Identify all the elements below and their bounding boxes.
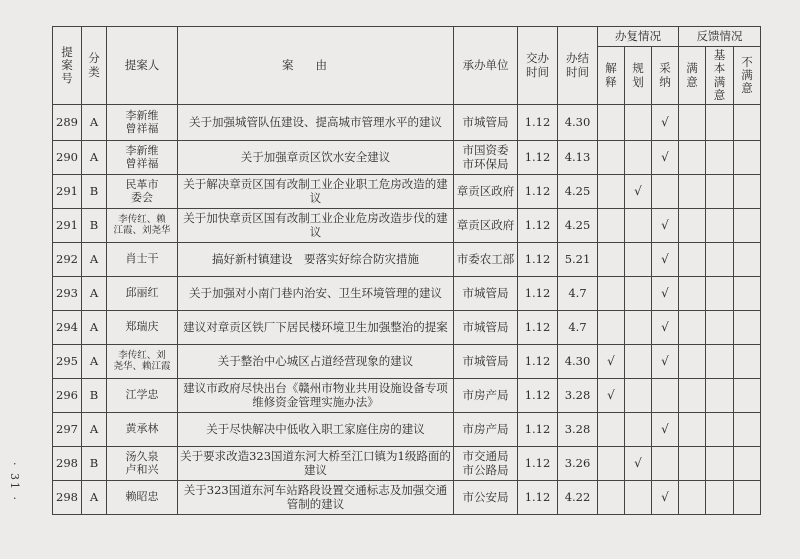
cell-close-date: 3.26 <box>558 447 598 481</box>
cell-explain <box>598 243 625 277</box>
header-explain: 解释 <box>598 47 625 105</box>
cell-reason: 关于加强对小南门巷内治安、卫生环境管理的建议 <box>178 277 454 311</box>
cell-basic-satisfied <box>706 141 734 175</box>
cell-id: 298 <box>53 447 82 481</box>
cell-category: A <box>82 345 107 379</box>
cell-unit: 市房产局 <box>454 413 518 447</box>
cell-close-date: 4.25 <box>558 209 598 243</box>
cell-assign-date: 1.12 <box>518 277 558 311</box>
cell-basic-satisfied <box>706 379 734 413</box>
cell-proposer: 李新维 曾祥福 <box>107 141 178 175</box>
cell-explain <box>598 105 625 141</box>
cell-assign-date: 1.12 <box>518 243 558 277</box>
cell-category: A <box>82 105 107 141</box>
cell-assign-date: 1.12 <box>518 209 558 243</box>
cell-reason: 建议市政府尽快出台《赣州市物业共用设施设备专项维修资金管理实施办法》 <box>178 379 454 413</box>
table-row <box>53 277 761 311</box>
cell-basic-satisfied <box>706 277 734 311</box>
header-satisfied: 满意 <box>679 47 706 105</box>
cell-unsatisfied <box>734 141 761 175</box>
cell-adopt: √ <box>652 413 679 447</box>
cell-assign-date: 1.12 <box>518 141 558 175</box>
cell-unit: 市交通局 市公路局 <box>454 447 518 481</box>
cell-adopt <box>652 175 679 209</box>
cell-basic-satisfied <box>706 413 734 447</box>
cell-unsatisfied <box>734 277 761 311</box>
cell-assign-date: 1.12 <box>518 481 558 515</box>
cell-basic-satisfied <box>706 345 734 379</box>
cell-id: 290 <box>53 141 82 175</box>
cell-proposer: 李新维 曾祥福 <box>107 105 178 141</box>
cell-satisfied <box>679 277 706 311</box>
table-body <box>53 105 761 515</box>
cell-reason: 关于加快章贡区国有改制工业企业危房改造步伐的建议 <box>178 209 454 243</box>
cell-proposer: 郑瑞庆 <box>107 311 178 345</box>
cell-id: 297 <box>53 413 82 447</box>
cell-reason: 建议对章贡区铁厂下居民楼环境卫生加强整治的提案 <box>178 311 454 345</box>
cell-close-date: 4.7 <box>558 311 598 345</box>
cell-adopt: √ <box>652 345 679 379</box>
header-feedback-group: 反馈情况 <box>679 27 761 47</box>
cell-assign-date: 1.12 <box>518 345 558 379</box>
cell-plan <box>625 311 652 345</box>
table-row <box>53 345 761 379</box>
header-adopt: 采纳 <box>652 47 679 105</box>
cell-satisfied <box>679 481 706 515</box>
cell-explain <box>598 141 625 175</box>
header-reason: 案由 <box>178 27 454 105</box>
table-row <box>53 311 761 345</box>
cell-proposer: 李传红、赖 江霞、刘尧华 <box>107 209 178 243</box>
cell-id: 292 <box>53 243 82 277</box>
cell-unsatisfied <box>734 481 761 515</box>
cell-proposer: 肖士干 <box>107 243 178 277</box>
cell-unit: 市城管局 <box>454 345 518 379</box>
cell-id: 296 <box>53 379 82 413</box>
table-row <box>53 243 761 277</box>
cell-unsatisfied <box>734 243 761 277</box>
cell-explain <box>598 209 625 243</box>
cell-close-date: 5.21 <box>558 243 598 277</box>
cell-close-date: 4.22 <box>558 481 598 515</box>
cell-unsatisfied <box>734 175 761 209</box>
cell-reason: 关于323国道东河车站路段设置交通标志及加强交通管制的建议 <box>178 481 454 515</box>
cell-plan <box>625 141 652 175</box>
cell-close-date: 3.28 <box>558 379 598 413</box>
cell-close-date: 4.30 <box>558 105 598 141</box>
cell-satisfied <box>679 105 706 141</box>
cell-unit: 市国资委 市环保局 <box>454 141 518 175</box>
cell-assign-date: 1.12 <box>518 105 558 141</box>
cell-reason: 关于解决章贡区国有改制工业企业职工危房改造的建议 <box>178 175 454 209</box>
cell-reason: 关于加强城管队伍建设、提高城市管理水平的建议 <box>178 105 454 141</box>
cell-explain <box>598 413 625 447</box>
cell-plan: √ <box>625 447 652 481</box>
cell-proposer: 赖昭忠 <box>107 481 178 515</box>
cell-explain <box>598 175 625 209</box>
cell-adopt <box>652 379 679 413</box>
header-handling-group: 办复情况 <box>598 27 679 47</box>
table-row <box>53 175 761 209</box>
cell-id: 293 <box>53 277 82 311</box>
cell-plan <box>625 481 652 515</box>
header-proposer: 提案人 <box>107 27 178 105</box>
cell-unit: 市城管局 <box>454 105 518 141</box>
cell-id: 291 <box>53 175 82 209</box>
cell-assign-date: 1.12 <box>518 311 558 345</box>
cell-satisfied <box>679 345 706 379</box>
header-basic-satisfied: 基本满意 <box>706 47 734 105</box>
cell-proposer: 民革市 委会 <box>107 175 178 209</box>
cell-category: A <box>82 311 107 345</box>
table-row <box>53 379 761 413</box>
cell-explain <box>598 311 625 345</box>
cell-satisfied <box>679 175 706 209</box>
cell-plan <box>625 345 652 379</box>
cell-explain <box>598 447 625 481</box>
cell-close-date: 4.30 <box>558 345 598 379</box>
cell-plan: √ <box>625 175 652 209</box>
cell-plan <box>625 105 652 141</box>
cell-plan <box>625 413 652 447</box>
cell-close-date: 3.28 <box>558 413 598 447</box>
cell-unit: 市城管局 <box>454 311 518 345</box>
table-row <box>53 209 761 243</box>
cell-satisfied <box>679 141 706 175</box>
cell-unit: 市公安局 <box>454 481 518 515</box>
cell-basic-satisfied <box>706 447 734 481</box>
cell-id: 294 <box>53 311 82 345</box>
cell-basic-satisfied <box>706 175 734 209</box>
cell-satisfied <box>679 413 706 447</box>
cell-unsatisfied <box>734 447 761 481</box>
cell-plan <box>625 243 652 277</box>
cell-basic-satisfied <box>706 243 734 277</box>
cell-id: 295 <box>53 345 82 379</box>
cell-basic-satisfied <box>706 105 734 141</box>
cell-reason: 关于要求改造323国道东河大桥至江口镇为1级路面的建议 <box>178 447 454 481</box>
cell-adopt: √ <box>652 311 679 345</box>
cell-unsatisfied <box>734 345 761 379</box>
table-row <box>53 413 761 447</box>
table-row <box>53 481 761 515</box>
cell-category: A <box>82 481 107 515</box>
header-category: 分类 <box>82 27 107 105</box>
cell-unsatisfied <box>734 105 761 141</box>
cell-plan <box>625 209 652 243</box>
cell-satisfied <box>679 379 706 413</box>
cell-unsatisfied <box>734 209 761 243</box>
cell-explain: √ <box>598 345 625 379</box>
cell-satisfied <box>679 311 706 345</box>
cell-adopt: √ <box>652 209 679 243</box>
cell-proposer: 汤久泉 卢和兴 <box>107 447 178 481</box>
cell-category: B <box>82 209 107 243</box>
cell-basic-satisfied <box>706 209 734 243</box>
cell-category: A <box>82 243 107 277</box>
cell-adopt: √ <box>652 243 679 277</box>
cell-unsatisfied <box>734 413 761 447</box>
header-plan: 规划 <box>625 47 652 105</box>
cell-unit: 章贡区政府 <box>454 175 518 209</box>
cell-unit: 市城管局 <box>454 277 518 311</box>
cell-adopt <box>652 447 679 481</box>
header-unsatisfied: 不满意 <box>734 47 761 105</box>
table-row <box>53 105 761 141</box>
cell-category: A <box>82 413 107 447</box>
cell-adopt: √ <box>652 141 679 175</box>
cell-explain: √ <box>598 379 625 413</box>
cell-basic-satisfied <box>706 481 734 515</box>
cell-assign-date: 1.12 <box>518 175 558 209</box>
cell-assign-date: 1.12 <box>518 413 558 447</box>
cell-category: A <box>82 141 107 175</box>
table-row <box>53 141 761 175</box>
header-close-date: 办结时间 <box>558 27 598 105</box>
cell-category: B <box>82 447 107 481</box>
cell-satisfied <box>679 447 706 481</box>
header-unit: 承办单位 <box>454 27 518 105</box>
cell-category: B <box>82 175 107 209</box>
cell-unit: 章贡区政府 <box>454 209 518 243</box>
cell-plan <box>625 277 652 311</box>
cell-proposer: 黄承林 <box>107 413 178 447</box>
table-header <box>53 27 761 105</box>
cell-id: 291 <box>53 209 82 243</box>
cell-satisfied <box>679 209 706 243</box>
cell-adopt: √ <box>652 277 679 311</box>
cell-reason: 关于尽快解决中低收入职工家庭住房的建议 <box>178 413 454 447</box>
proposal-table <box>52 26 761 515</box>
cell-adopt: √ <box>652 481 679 515</box>
cell-satisfied <box>679 243 706 277</box>
cell-category: A <box>82 277 107 311</box>
cell-explain <box>598 481 625 515</box>
cell-proposer: 江学忠 <box>107 379 178 413</box>
cell-plan <box>625 379 652 413</box>
cell-close-date: 4.13 <box>558 141 598 175</box>
cell-unit: 市委农工部 <box>454 243 518 277</box>
table-row <box>53 447 761 481</box>
page-number: · 31 · <box>8 462 21 502</box>
cell-reason: 关于加强章贡区饮水安全建议 <box>178 141 454 175</box>
cell-reason: 搞好新村镇建设 要落实好综合防灾措施 <box>178 243 454 277</box>
cell-proposer: 邱丽红 <box>107 277 178 311</box>
cell-close-date: 4.7 <box>558 277 598 311</box>
cell-basic-satisfied <box>706 311 734 345</box>
cell-proposer: 李传红、刘 尧华、赖江霞 <box>107 345 178 379</box>
cell-reason: 关于整治中心城区占道经营现象的建议 <box>178 345 454 379</box>
cell-id: 298 <box>53 481 82 515</box>
cell-unsatisfied <box>734 379 761 413</box>
header-assign-date: 交办时间 <box>518 27 558 105</box>
cell-unsatisfied <box>734 311 761 345</box>
cell-category: B <box>82 379 107 413</box>
cell-unit: 市房产局 <box>454 379 518 413</box>
cell-close-date: 4.25 <box>558 175 598 209</box>
cell-assign-date: 1.12 <box>518 379 558 413</box>
cell-adopt: √ <box>652 105 679 141</box>
cell-id: 289 <box>53 105 82 141</box>
header-id: 提案号 <box>53 27 82 105</box>
cell-assign-date: 1.12 <box>518 447 558 481</box>
cell-explain <box>598 277 625 311</box>
